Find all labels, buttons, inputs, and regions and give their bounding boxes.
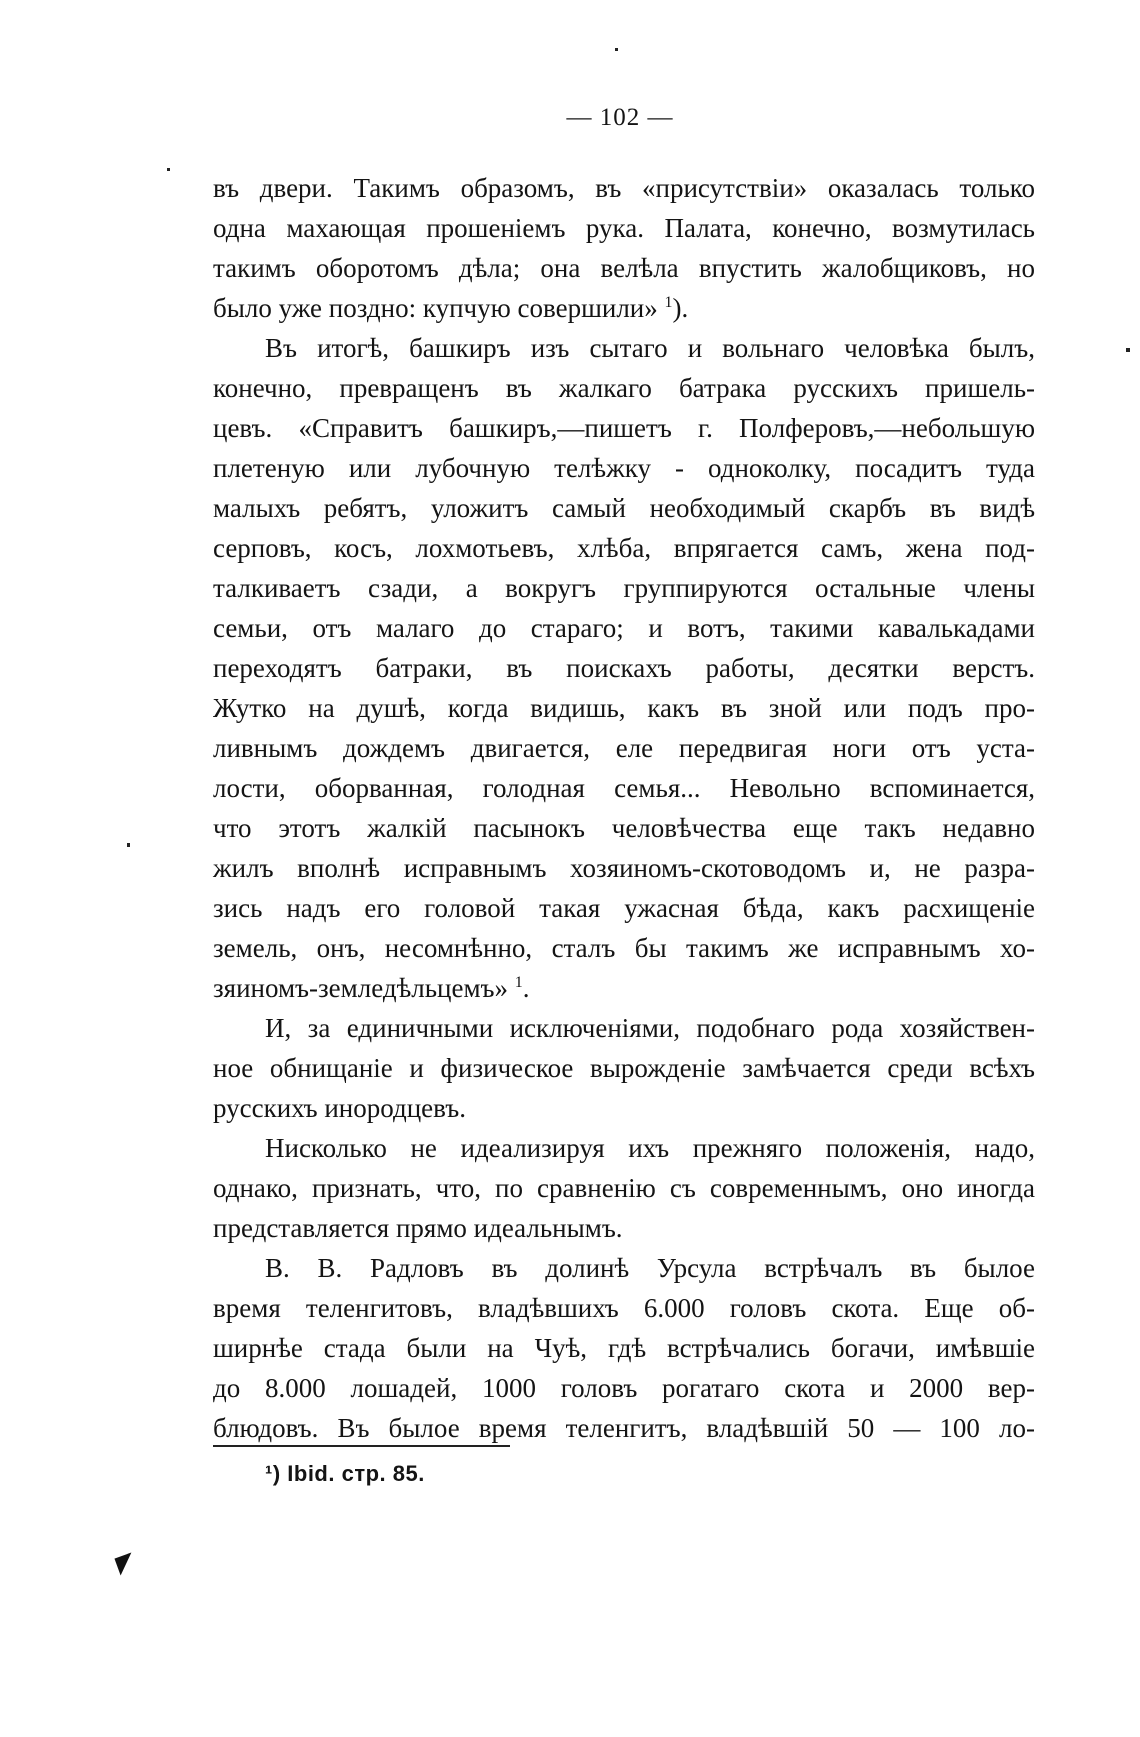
text-line: что этотъ жалкiй пасынокъ человѣчества еще такъ недавно <box>213 813 1035 843</box>
text-line: малыхъ ребятъ, уложитъ самый необходимый скарбъ въ видѣ <box>213 493 1035 523</box>
scan-speck <box>167 168 170 171</box>
footnote-reference: 1 <box>514 974 523 991</box>
text-line: представляется прямо идеальнымъ. <box>213 1213 623 1243</box>
text-line: семьи, отъ малаго до стараго; и вотъ, такими кавалькадами <box>213 613 1035 643</box>
text-line: зись надъ его головой такая ужасная бѣда, какъ расхищенiе <box>213 893 1035 923</box>
footnote: ¹) Ibid. стр. 85. <box>265 1461 425 1486</box>
text-line: В. В. Радловъ въ долинѣ Урсула встрѣчалъ въ былое <box>265 1253 1035 1283</box>
body-text <box>213 168 1035 1448</box>
scan-speck <box>615 48 618 51</box>
text-line-content: зяиномъ-земледѣльцемъ» <box>213 973 509 1003</box>
text-line: блюдовъ. Въ былое время теленгитъ, владѣвшiй 50 — 100 ло- <box>213 1413 1035 1443</box>
text-line: однако, признать, что, по сравненiю съ современнымъ, оно иногда <box>213 1173 1035 1203</box>
text-line: время теленгитовъ, владѣвшихъ 6.000 головъ скота. Еще об- <box>213 1293 1035 1323</box>
scan-speck <box>127 843 130 847</box>
text-line: Нисколько не идеализируя ихъ прежняго положенiя, надо, <box>265 1133 1035 1163</box>
text-line: ливнымъ дождемъ двигается, еле передвигая ноги отъ уста- <box>213 733 1035 763</box>
text-line: талкиваетъ сзади, а вокругъ группируются остальные члены <box>213 573 1035 603</box>
text-line: И, за единичными исключенiями, подобнаго рода хозяйствен- <box>265 1013 1035 1043</box>
footnote-reference: 1 <box>664 294 673 311</box>
text-line: жилъ вполнѣ исправнымъ хозяиномъ-скотоводомъ и, не разра- <box>213 853 1035 883</box>
text-line: Въ итогѣ, башкиръ изъ сытаго и вольнаго человѣка былъ, <box>265 333 1035 363</box>
text-line <box>213 288 1035 328</box>
scan-speck <box>1126 348 1130 352</box>
text-line <box>213 968 1035 1008</box>
text-line: цевъ. «Справитъ башкиръ,—пишетъ г. Полферовъ,—небольшую <box>213 413 1035 443</box>
text-line: русскихъ инородцевъ. <box>213 1093 466 1123</box>
text-line-content: было уже поздно: купчую совершили» <box>213 293 658 323</box>
scan-mark <box>114 1552 137 1575</box>
text-line: одна махающая прошенiемъ рука. Палата, конечно, возмутилась <box>213 213 1035 243</box>
text-line: Жутко на душѣ, когда видишь, какъ въ зной или подъ про- <box>213 693 1035 723</box>
text-line: лости, оборванная, голодная семья... Невольно вспоминается, <box>213 773 1035 803</box>
text-line: въ двери. Такимъ образомъ, въ «присутствiи» оказалась только <box>213 173 1035 203</box>
text-line: ширнѣе стада были на Чуѣ, гдѣ встрѣчались богачи, имѣвшiе <box>213 1333 1035 1363</box>
text-line: земель, онъ, несомнѣнно, сталъ бы такимъ же исправнымъ хо- <box>213 933 1035 963</box>
footnote-reference-close: . <box>522 973 530 1003</box>
text-line: конечно, превращенъ въ жалкаго батрака русскихъ пришель- <box>213 373 1035 403</box>
footnote-divider <box>213 1445 510 1447</box>
text-line: плетеную или лубочную телѣжку - одноколку, посадитъ туда <box>213 453 1035 483</box>
text-line: переходятъ батраки, въ поискахъ работы, десятки верстъ. <box>213 653 1035 683</box>
text-line: до 8.000 лошадей, 1000 головъ рогатаго скота и 2000 вер- <box>213 1373 1035 1403</box>
text-line: ное обнищанiе и физическое вырожденiе замѣчается среди всѣхъ <box>213 1053 1035 1083</box>
footnote-reference-close: ). <box>672 293 689 323</box>
text-line: такимъ оборотомъ дѣла; она велѣла впустить жалобщиковъ, но <box>213 253 1035 283</box>
page-number: — 102 — <box>566 104 674 131</box>
text-line: серповъ, косъ, лохмотьевъ, хлѣба, впрягается самъ, жена под- <box>213 533 1035 563</box>
